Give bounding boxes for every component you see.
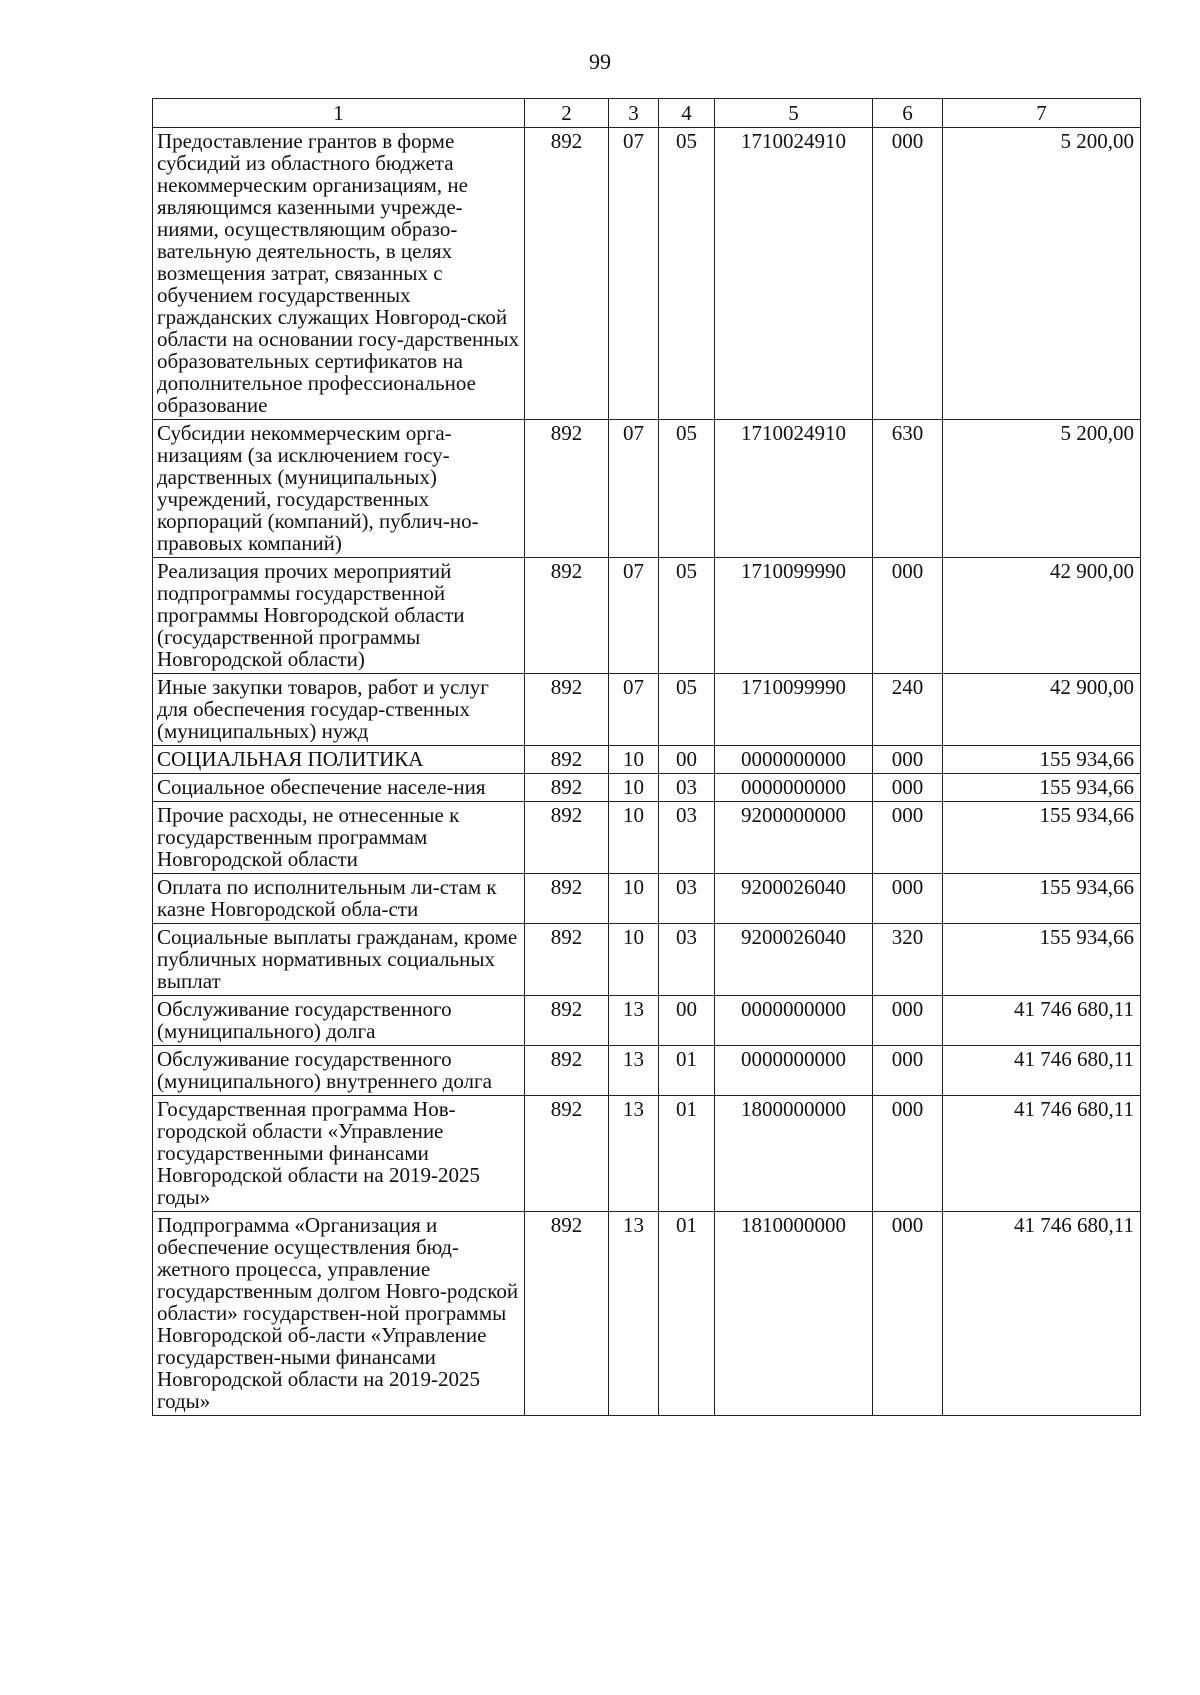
column-header: 7 [943,99,1141,128]
row-code-admin: 892 [525,746,609,774]
row-code-target: 1800000000 [715,1096,873,1212]
row-code-section: 10 [609,802,659,874]
row-code-subsection: 05 [659,420,715,558]
row-code-expense-type: 000 [873,774,943,802]
column-header: 2 [525,99,609,128]
table-body [153,99,1141,1416]
row-code-admin: 892 [525,1046,609,1096]
row-code-target: 1710024910 [715,128,873,420]
row-name: Социальные выплаты гражданам, кроме публичных нормативных социальных выплат [153,924,525,996]
row-code-subsection: 03 [659,874,715,924]
column-header: 4 [659,99,715,128]
row-code-admin: 892 [525,774,609,802]
row-code-expense-type: 000 [873,996,943,1046]
row-amount: 5 200,00 [943,128,1141,420]
row-code-section: 13 [609,1096,659,1212]
row-name: Социальное обеспечение населе-ния [153,774,525,802]
row-name: Обслуживание государственного (муниципального) внутреннего долга [153,1046,525,1096]
row-code-target: 0000000000 [715,746,873,774]
row-code-subsection: 00 [659,996,715,1046]
column-header: 5 [715,99,873,128]
table-header-row [153,99,1141,128]
row-code-target: 9200026040 [715,924,873,996]
row-code-admin: 892 [525,874,609,924]
row-code-target: 1710099990 [715,674,873,746]
row-code-subsection: 01 [659,1096,715,1212]
row-code-section: 10 [609,924,659,996]
row-code-subsection: 03 [659,924,715,996]
row-code-section: 13 [609,1212,659,1416]
row-amount: 155 934,66 [943,802,1141,874]
row-code-expense-type: 000 [873,128,943,420]
row-code-admin: 892 [525,1212,609,1416]
row-code-section: 07 [609,558,659,674]
page-number: 99 [589,49,611,74]
row-code-section: 10 [609,774,659,802]
row-amount: 155 934,66 [943,774,1141,802]
table-row [153,802,1141,874]
column-header: 3 [609,99,659,128]
row-code-subsection: 03 [659,802,715,874]
row-code-expense-type: 000 [873,1046,943,1096]
table-row [153,674,1141,746]
row-code-section: 10 [609,874,659,924]
row-name: Подпрограмма «Организация и обеспечение осуществления бюд-жетного процесса, управление государственным долгом Новго-родской области» государствен-ной программы Новгородской об-ласти «Управление государствен-ными финансами Новгородской области на 2019-2025 годы» [153,1212,525,1416]
row-code-admin: 892 [525,996,609,1046]
row-code-admin: 892 [525,674,609,746]
row-code-section: 07 [609,128,659,420]
row-code-expense-type: 240 [873,674,943,746]
row-code-expense-type: 630 [873,420,943,558]
row-name: СОЦИАЛЬНАЯ ПОЛИТИКА [153,746,525,774]
budget-table [152,98,1141,1416]
row-code-subsection: 03 [659,774,715,802]
row-amount: 41 746 680,11 [943,1096,1141,1212]
row-code-subsection: 00 [659,746,715,774]
column-header: 6 [873,99,943,128]
row-name: Субсидии некоммерческим орга-низациям (за исключением госу-дарственных (муниципальных) учреждений, государственных корпораций (компаний), публич-но-правовых компаний) [153,420,525,558]
table-row [153,874,1141,924]
row-code-target: 1810000000 [715,1212,873,1416]
row-code-admin: 892 [525,1096,609,1212]
row-code-section: 13 [609,1046,659,1096]
row-code-expense-type: 000 [873,1096,943,1212]
row-code-target: 1710024910 [715,420,873,558]
row-code-expense-type: 000 [873,802,943,874]
table-row [153,1096,1141,1212]
table-row [153,996,1141,1046]
row-name: Иные закупки товаров, работ и услуг для обеспечения государ-ственных (муниципальных) нужд [153,674,525,746]
row-amount: 41 746 680,11 [943,1212,1141,1416]
row-amount: 42 900,00 [943,674,1141,746]
table-row [153,924,1141,996]
row-amount: 41 746 680,11 [943,996,1141,1046]
row-code-admin: 892 [525,420,609,558]
row-code-expense-type: 000 [873,874,943,924]
row-amount: 155 934,66 [943,874,1141,924]
row-code-subsection: 05 [659,128,715,420]
row-amount: 5 200,00 [943,420,1141,558]
row-code-admin: 892 [525,558,609,674]
row-code-target: 0000000000 [715,774,873,802]
row-code-subsection: 05 [659,558,715,674]
column-header: 1 [153,99,525,128]
row-code-expense-type: 000 [873,746,943,774]
row-name: Прочие расходы, не отнесенные к государственным программам Новгородской области [153,802,525,874]
row-name: Обслуживание государственного (муниципального) долга [153,996,525,1046]
row-code-section: 13 [609,996,659,1046]
row-amount: 155 934,66 [943,746,1141,774]
row-code-admin: 892 [525,924,609,996]
row-code-admin: 892 [525,128,609,420]
row-name: Предоставление грантов в форме субсидий из областного бюджета некоммерческим организациям, не являющимся казенными учрежде-ниями, осуществляющим образо-вательную деятельность, в целях возмещения затрат, связанных с обучением государственных гражданских служащих Новгород-ской области на основании госу-дарственных образовательных сертификатов на дополнительное профессиональное образование [153,128,525,420]
row-name: Государственная программа Нов-городской области «Управление государственными финансами Новгородской области на 2019-2025 годы» [153,1096,525,1212]
row-code-section: 10 [609,746,659,774]
row-code-expense-type: 000 [873,558,943,674]
row-code-section: 07 [609,420,659,558]
row-code-target: 0000000000 [715,996,873,1046]
table-row [153,128,1141,420]
row-amount: 42 900,00 [943,558,1141,674]
table-row [153,420,1141,558]
row-name: Оплата по исполнительным ли-стам к казне Новгородской обла-сти [153,874,525,924]
row-amount: 41 746 680,11 [943,1046,1141,1096]
table-row [153,1212,1141,1416]
row-code-subsection: 01 [659,1212,715,1416]
row-code-target: 9200026040 [715,874,873,924]
row-name: Реализация прочих мероприятий подпрограммы государственной программы Новгородской области (государственной программы Новгородской области) [153,558,525,674]
row-code-subsection: 01 [659,1046,715,1096]
table-row [153,774,1141,802]
row-code-expense-type: 320 [873,924,943,996]
table-row [153,1046,1141,1096]
row-code-section: 07 [609,674,659,746]
row-code-target: 9200000000 [715,802,873,874]
row-amount: 155 934,66 [943,924,1141,996]
row-code-admin: 892 [525,802,609,874]
row-code-expense-type: 000 [873,1212,943,1416]
table-row [153,558,1141,674]
row-code-target: 1710099990 [715,558,873,674]
row-code-subsection: 05 [659,674,715,746]
row-code-target: 0000000000 [715,1046,873,1096]
table-row [153,746,1141,774]
